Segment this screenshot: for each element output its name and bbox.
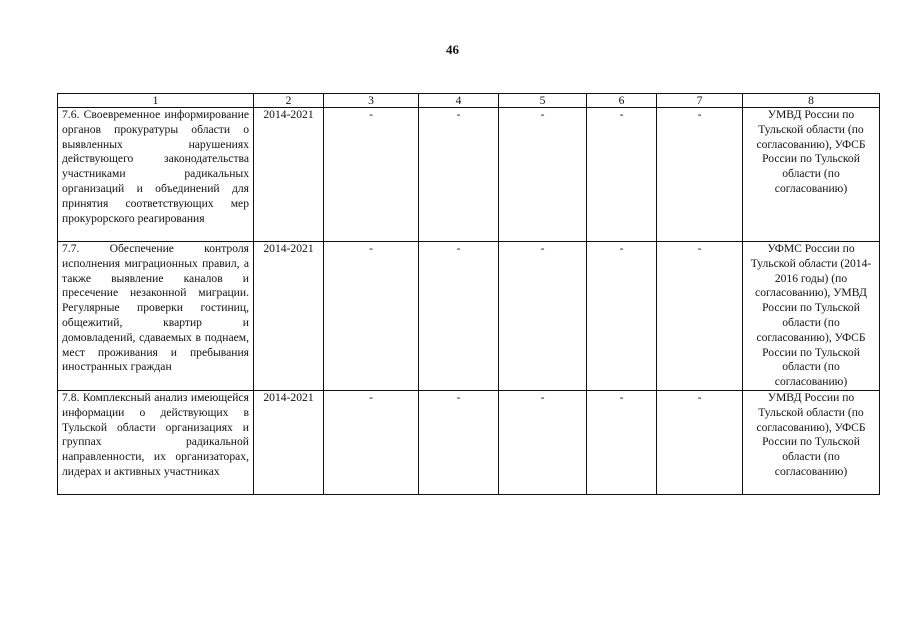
measure-col-3: - xyxy=(324,242,419,391)
header-col-7: 7 xyxy=(657,94,743,108)
header-col-4: 4 xyxy=(419,94,499,108)
measures-table xyxy=(57,93,880,495)
measure-col-3: - xyxy=(324,108,419,242)
measure-period: 2014-2021 xyxy=(254,242,324,391)
measure-description: 7.7. Обеспечение контроля исполнения миграционных правил, а также выявление каналов и пресечение незаконной миграции. Регулярные проверки гостиниц, общежитий, квартир и домовладений, сдаваемых в поднаем, мест проживания и пребывания иностранных граждан xyxy=(58,242,254,391)
page-number: 46 xyxy=(446,42,459,57)
measure-col-7: - xyxy=(657,391,743,495)
measure-col-7: - xyxy=(657,242,743,391)
header-col-1: 1 xyxy=(58,94,254,108)
measure-col-3: - xyxy=(324,391,419,495)
header-col-3: 3 xyxy=(324,94,419,108)
measure-responsible: УМВД России по Тульской области (по согласованию), УФСБ России по Тульской области (по согласованию) xyxy=(743,391,880,495)
measure-col-5: - xyxy=(499,391,587,495)
measure-responsible: УМВД России по Тульской области (по согласованию), УФСБ России по Тульской области (по согласованию) xyxy=(743,108,880,242)
header-row xyxy=(58,94,880,108)
measure-col-4: - xyxy=(419,108,499,242)
measure-col-5: - xyxy=(499,242,587,391)
table-row xyxy=(58,108,880,242)
measure-description: 7.6. Своевременное информирование органов прокуратуры области о выявленных нарушениях действующего законодательства участниками радикальных организаций и объединений для принятия соответствующих мер прокурорского реагирования xyxy=(58,108,254,242)
header-col-5: 5 xyxy=(499,94,587,108)
measure-col-5: - xyxy=(499,108,587,242)
measure-col-6: - xyxy=(587,108,657,242)
measure-col-4: - xyxy=(419,391,499,495)
table-row xyxy=(58,391,880,495)
measure-period: 2014-2021 xyxy=(254,391,324,495)
measure-responsible: УФМС России по Тульской области (2014-2016 годы) (по согласованию), УМВД России по Тульской области (по согласованию), УФСБ России по Тульской области (по согласованию) xyxy=(743,242,880,391)
measure-col-7: - xyxy=(657,108,743,242)
measure-col-4: - xyxy=(419,242,499,391)
header-col-2: 2 xyxy=(254,94,324,108)
measure-col-6: - xyxy=(587,391,657,495)
header-col-8: 8 xyxy=(743,94,880,108)
measure-period: 2014-2021 xyxy=(254,108,324,242)
measure-description: 7.8. Комплексный анализ имеющейся информации о действующих в Тульской области организациях и группах радикальной направленности, их организаторах, лидерах и активных участниках xyxy=(58,391,254,495)
header-col-6: 6 xyxy=(587,94,657,108)
table-row xyxy=(58,242,880,391)
table-header xyxy=(58,94,880,108)
measure-col-6: - xyxy=(587,242,657,391)
